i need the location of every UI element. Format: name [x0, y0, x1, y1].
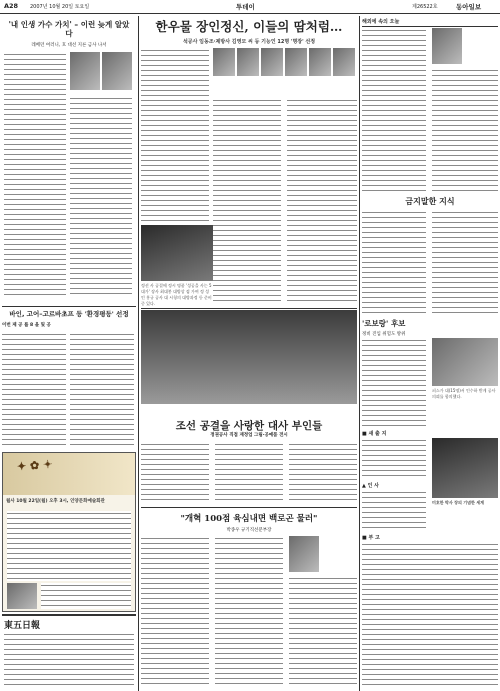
portrait-photo: [237, 48, 259, 76]
page-date: 2007년 10월 20일 토요일: [30, 4, 90, 10]
news-photo: [141, 310, 357, 404]
column-rule: [359, 16, 360, 691]
section-title: 투데이: [236, 3, 255, 11]
left-article-2: [2, 310, 136, 450]
article-body: [213, 98, 281, 303]
center-article-3: [141, 510, 357, 690]
article-body: [362, 338, 426, 426]
divider: [141, 507, 357, 508]
notice-body: [362, 490, 426, 530]
photo-caption: 정선 사 공결에 정시 명품 '성공을 사는 5대가' 장사 최대봉 대방상 겸 가여 정 성 인 홍규 공사 대 시청의 대방과정 등 준비 중 있다.: [141, 283, 212, 306]
footer-body: [4, 632, 134, 688]
footer-logo: 東五日報: [4, 621, 41, 631]
notice-body: [362, 438, 426, 478]
main-headline: 한우물 장인정신, 이들의 땀처럼…: [155, 19, 343, 34]
notice-label: ▲ 인 사: [362, 483, 379, 489]
paper-name: 동아일보: [456, 3, 482, 11]
issue-number: 제26522호: [412, 4, 438, 10]
article-body: [289, 442, 357, 504]
portrait-photo: [261, 48, 283, 76]
ad-logo-text: ✦ ✿ ✦: [16, 457, 53, 474]
article-body: [432, 68, 498, 193]
article-subhead: 레베던 여러니, 호 대선 지른 금사 나서: [31, 43, 107, 48]
article-body: [289, 576, 357, 686]
ad-body: [7, 511, 131, 581]
article-subhead: 정비 진입 위험도 방위: [362, 332, 406, 337]
news-photo: [432, 438, 498, 498]
article-body: [141, 536, 209, 686]
article-body: [287, 98, 357, 303]
article-body: [70, 332, 134, 448]
photo-box: [141, 225, 213, 305]
center-article-2: [141, 310, 357, 505]
portrait-photo: [432, 28, 462, 64]
article-subhead: 정권공사 직접 재정업 그림·공예품 전시: [210, 433, 288, 438]
article-headline: 바인, 고어–고르바초프 등 '환경평등' 선정: [9, 310, 129, 318]
article-headline: '내 인생 가수 가치' – 이런 늦게 알았다: [8, 20, 130, 38]
advertisement-box: [2, 452, 136, 612]
article-body: [141, 48, 209, 248]
right-article-3: [362, 318, 498, 428]
portrait-row: [213, 48, 357, 94]
article-body: [215, 442, 283, 504]
ad-headline: 월사 10월 22일(월) 오후 3시, 인양문화예술회관: [6, 499, 105, 504]
article-subhead: 이번 제 공 를 8 을 및 공: [2, 323, 51, 328]
left-article-1: [2, 18, 136, 303]
news-photo: [141, 225, 213, 281]
column-rule: [138, 16, 139, 691]
article-headline: "개혁 100점 육심내면 백로곤 물러": [180, 514, 318, 524]
right-article-1: [362, 18, 498, 193]
portrait-photo: [102, 52, 132, 90]
right-notices: [362, 430, 498, 690]
article-headline: 금지말한 지식: [405, 196, 455, 206]
page-number: A28: [4, 2, 19, 10]
article-headline: 조선 공결을 사랑한 대사 부인들: [175, 420, 323, 432]
divider: [141, 308, 357, 309]
ad-image: [7, 583, 37, 609]
news-photo: [432, 338, 498, 386]
notice-body: [362, 542, 498, 688]
left-footer-ad: [2, 614, 136, 689]
article-body: [215, 536, 283, 686]
article-body: [141, 442, 209, 504]
right-article-2: [362, 196, 498, 316]
notice-label: ■ 부 고: [362, 535, 380, 541]
portrait-photo: [333, 48, 355, 76]
notice-label: ■ 새 출 지: [362, 431, 387, 437]
article-body: [362, 28, 426, 193]
portrait-photo: [309, 48, 331, 76]
article-subhead: 박종우 규기직선분부장: [226, 528, 272, 533]
article-headline: '로보랑' 후보: [362, 319, 406, 328]
portrait-photo: [289, 536, 319, 572]
ad-body: [41, 583, 131, 609]
photo-caption: 퍼스가 대(15명)서 인수하 받게 공사 의뢰를 합의했다.: [432, 388, 496, 399]
portrait-photo: [213, 48, 235, 76]
main-subhead: 석공사 임동조·제방사 김영모 씨 등 기능인 12명 '명장' 선정: [182, 39, 316, 45]
section-label: 해외에 속의 오늘: [362, 18, 498, 27]
ad-banner: [3, 453, 135, 495]
article-body: [4, 52, 66, 297]
article-body: [432, 210, 498, 314]
portrait-photo: [70, 52, 100, 90]
photo-caption: 미호한 박사 장의 기념한 세계: [432, 500, 484, 505]
portrait-photo: [285, 48, 307, 76]
article-body: [2, 332, 66, 448]
page-header: [0, 0, 500, 14]
article-body: [70, 96, 132, 296]
article-body: [362, 210, 426, 314]
divider: [2, 306, 136, 307]
